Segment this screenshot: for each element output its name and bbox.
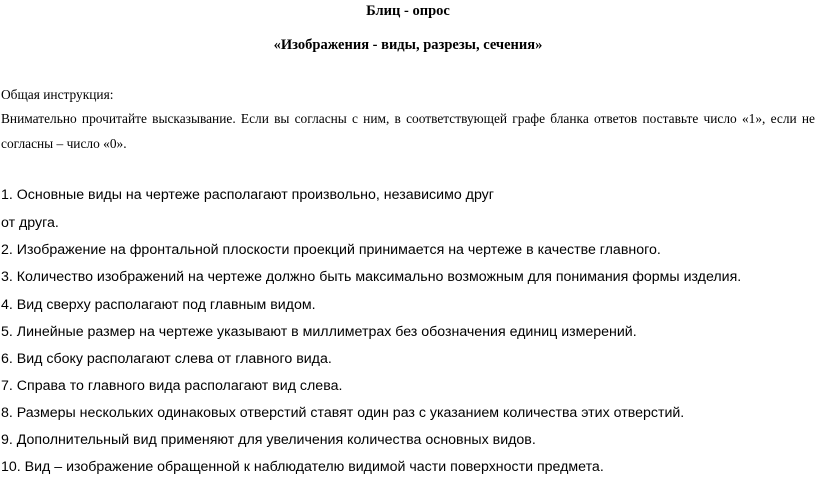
question-1-line-1: 1. Основные виды на чертеже располагают произвольно, независимо друг <box>1 187 494 203</box>
question-4: 4. Вид сверху располагают под главным видом. <box>1 297 316 313</box>
question-10: 10. Вид – изображение обращенной к наблюдателю видимой части поверхности предмета. <box>1 459 604 475</box>
instruction-text-line-2: согласны – число «0». <box>1 136 127 151</box>
page-title: Блиц - опрос <box>366 3 450 19</box>
question-6: 6. Вид сбоку располагают слева от главного вида. <box>1 351 332 367</box>
page-subtitle: «Изображения - виды, разрезы, сечения» <box>273 37 543 53</box>
instruction-heading: Общая инструкция: <box>1 87 114 102</box>
question-1-line-2: от друга. <box>1 215 59 231</box>
question-3: 3. Количество изображений на чертеже должно быть максимально возможным для понимания формы изделия. <box>1 269 742 285</box>
instruction-text-line-1: Внимательно прочитайте высказывание. Если вы согласны с ним, в соответствующей графе бланка ответов поставьте число «1», если не <box>1 111 815 126</box>
question-8: 8. Размеры нескольких одинаковых отверстий ставят один раз с указанием количества этих отверстий. <box>1 405 685 421</box>
question-2: 2. Изображение на фронтальной плоскости проекций принимается на чертеже в качестве главного. <box>1 242 661 258</box>
question-7: 7. Справа то главного вида располагают вид слева. <box>1 378 343 394</box>
question-9: 9. Дополнительный вид применяют для увеличения количества основных видов. <box>1 432 536 448</box>
question-5: 5. Линейные размер на чертеже указывают в миллиметрах без обозначения единиц измерений. <box>1 324 637 340</box>
